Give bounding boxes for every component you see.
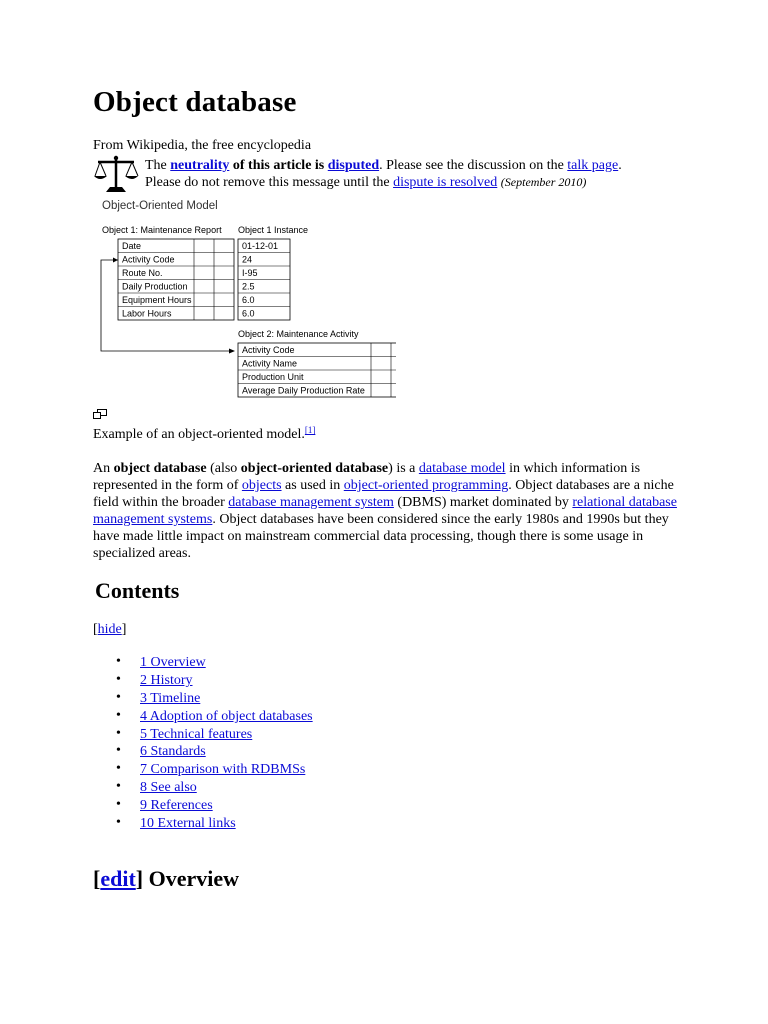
edit-link[interactable]: edit bbox=[100, 866, 136, 891]
figure-heading: Object-Oriented Model bbox=[102, 200, 218, 212]
intro-text: . Object databases have been considered since the early 1980s and 1990s but they have made little impact on mainstream commercial data processing, though there is some usage in specialized areas. bbox=[93, 512, 669, 561]
object1-report-title: Object 1: Maintenance Report bbox=[102, 225, 222, 235]
database-model-link[interactable]: database model bbox=[418, 461, 506, 476]
object2-field: Activity Code bbox=[242, 345, 295, 355]
object2-field: Average Daily Production Rate bbox=[242, 385, 365, 396]
section-heading: [edit] Overview bbox=[93, 866, 240, 891]
toc-link[interactable]: 4 Adoption of object databases bbox=[140, 708, 313, 724]
dbms-link[interactable]: database management system bbox=[228, 495, 394, 510]
contents-heading: Contents bbox=[95, 578, 180, 603]
object1-field: Labor Hours bbox=[122, 308, 172, 319]
notice-text: The bbox=[145, 158, 167, 173]
page-title: Object database bbox=[93, 86, 297, 118]
toc-link[interactable]: 7 Comparison with RDBMSs bbox=[140, 762, 306, 778]
intro-text: in which information is represented in the form of bbox=[93, 461, 641, 493]
site-tagline: From Wikipedia, the free encyclopedia bbox=[93, 138, 312, 153]
toc-item bbox=[116, 780, 313, 798]
notice-text: of this article is bbox=[232, 158, 325, 173]
toc-item bbox=[116, 673, 313, 691]
object-model-figure bbox=[96, 195, 396, 407]
toc-item bbox=[116, 655, 313, 673]
caption-text: Example of an object-oriented model. bbox=[93, 427, 305, 442]
toc-link[interactable]: 10 External links bbox=[140, 816, 236, 832]
notice-text: . Please see the discussion on the bbox=[379, 158, 564, 173]
objects-link[interactable]: objects bbox=[241, 478, 282, 493]
object1-field: Equipment Hours bbox=[122, 295, 192, 305]
toc-item bbox=[116, 816, 313, 834]
object1-field: Route No. bbox=[122, 268, 163, 278]
scales-icon bbox=[93, 155, 139, 195]
toc-link[interactable]: 2 History bbox=[140, 672, 193, 688]
intro-text: (DBMS) market dominated by bbox=[397, 495, 569, 510]
toc-link[interactable]: 8 See also bbox=[140, 780, 197, 796]
intro-text: ) is a bbox=[388, 461, 416, 476]
rdbms-link[interactable]: relational database management systems bbox=[93, 495, 677, 527]
intro-text: (also bbox=[210, 461, 238, 476]
notice-text: Please do not remove this message until the bbox=[145, 175, 390, 190]
object1-value: 01-12-01 bbox=[242, 241, 279, 251]
object1-field: Date bbox=[122, 241, 142, 251]
toc-toggle: [hide] bbox=[93, 622, 127, 637]
object1-value: 2.5 bbox=[242, 281, 255, 292]
hide-link[interactable]: hide bbox=[97, 622, 122, 637]
disputed-link[interactable]: disputed bbox=[327, 158, 380, 173]
object1-value: 6.0 bbox=[242, 295, 255, 305]
object2-title: Object 2: Maintenance Activity bbox=[238, 329, 359, 339]
reference-link[interactable]: [1] bbox=[304, 425, 316, 435]
figure-caption bbox=[93, 425, 315, 443]
notice-date: (September 2010) bbox=[500, 175, 587, 189]
toc-link[interactable]: 5 Technical features bbox=[140, 726, 253, 742]
intro-text: as used in bbox=[285, 478, 341, 493]
section-title: Overview bbox=[148, 866, 240, 891]
toc-item bbox=[116, 691, 313, 709]
neutrality-notice bbox=[93, 155, 693, 195]
toc-link[interactable]: 6 Standards bbox=[140, 744, 206, 760]
intro-paragraph bbox=[93, 460, 683, 562]
toc-item bbox=[116, 798, 313, 816]
object1-instance-title: Object 1 Instance bbox=[238, 225, 309, 235]
toc-item bbox=[116, 709, 313, 727]
intro-term: object-oriented database bbox=[240, 461, 389, 476]
enlarge-icon[interactable] bbox=[93, 409, 107, 419]
intro-text: . Object databases are a niche field within the broader bbox=[93, 478, 674, 510]
notice-text: . bbox=[618, 158, 622, 173]
dispute-resolved-link[interactable]: dispute is resolved bbox=[393, 175, 498, 190]
toc-link[interactable]: 3 Timeline bbox=[140, 690, 201, 706]
intro-term: object database bbox=[113, 461, 207, 476]
object1-value: 24 bbox=[242, 254, 253, 265]
object2-field: Activity Name bbox=[242, 358, 298, 369]
toc-item bbox=[116, 727, 313, 745]
toc-link[interactable]: 9 References bbox=[140, 798, 213, 814]
object1-field: Daily Production bbox=[122, 281, 188, 292]
toc-item bbox=[116, 744, 313, 762]
toc-link[interactable]: 1 Overview bbox=[140, 655, 206, 670]
object1-value: 6.0 bbox=[242, 308, 255, 319]
talk-page-link[interactable]: talk page bbox=[567, 158, 619, 173]
object2-field: Production Unit bbox=[242, 372, 304, 382]
neutrality-link[interactable]: neutrality bbox=[170, 158, 230, 173]
object1-value: I-95 bbox=[242, 268, 258, 278]
toc-item bbox=[116, 762, 313, 780]
table-of-contents bbox=[116, 655, 313, 834]
intro-text: An bbox=[93, 461, 111, 476]
oop-link[interactable]: object-oriented programming bbox=[343, 478, 509, 493]
object1-field: Activity Code bbox=[122, 254, 175, 265]
